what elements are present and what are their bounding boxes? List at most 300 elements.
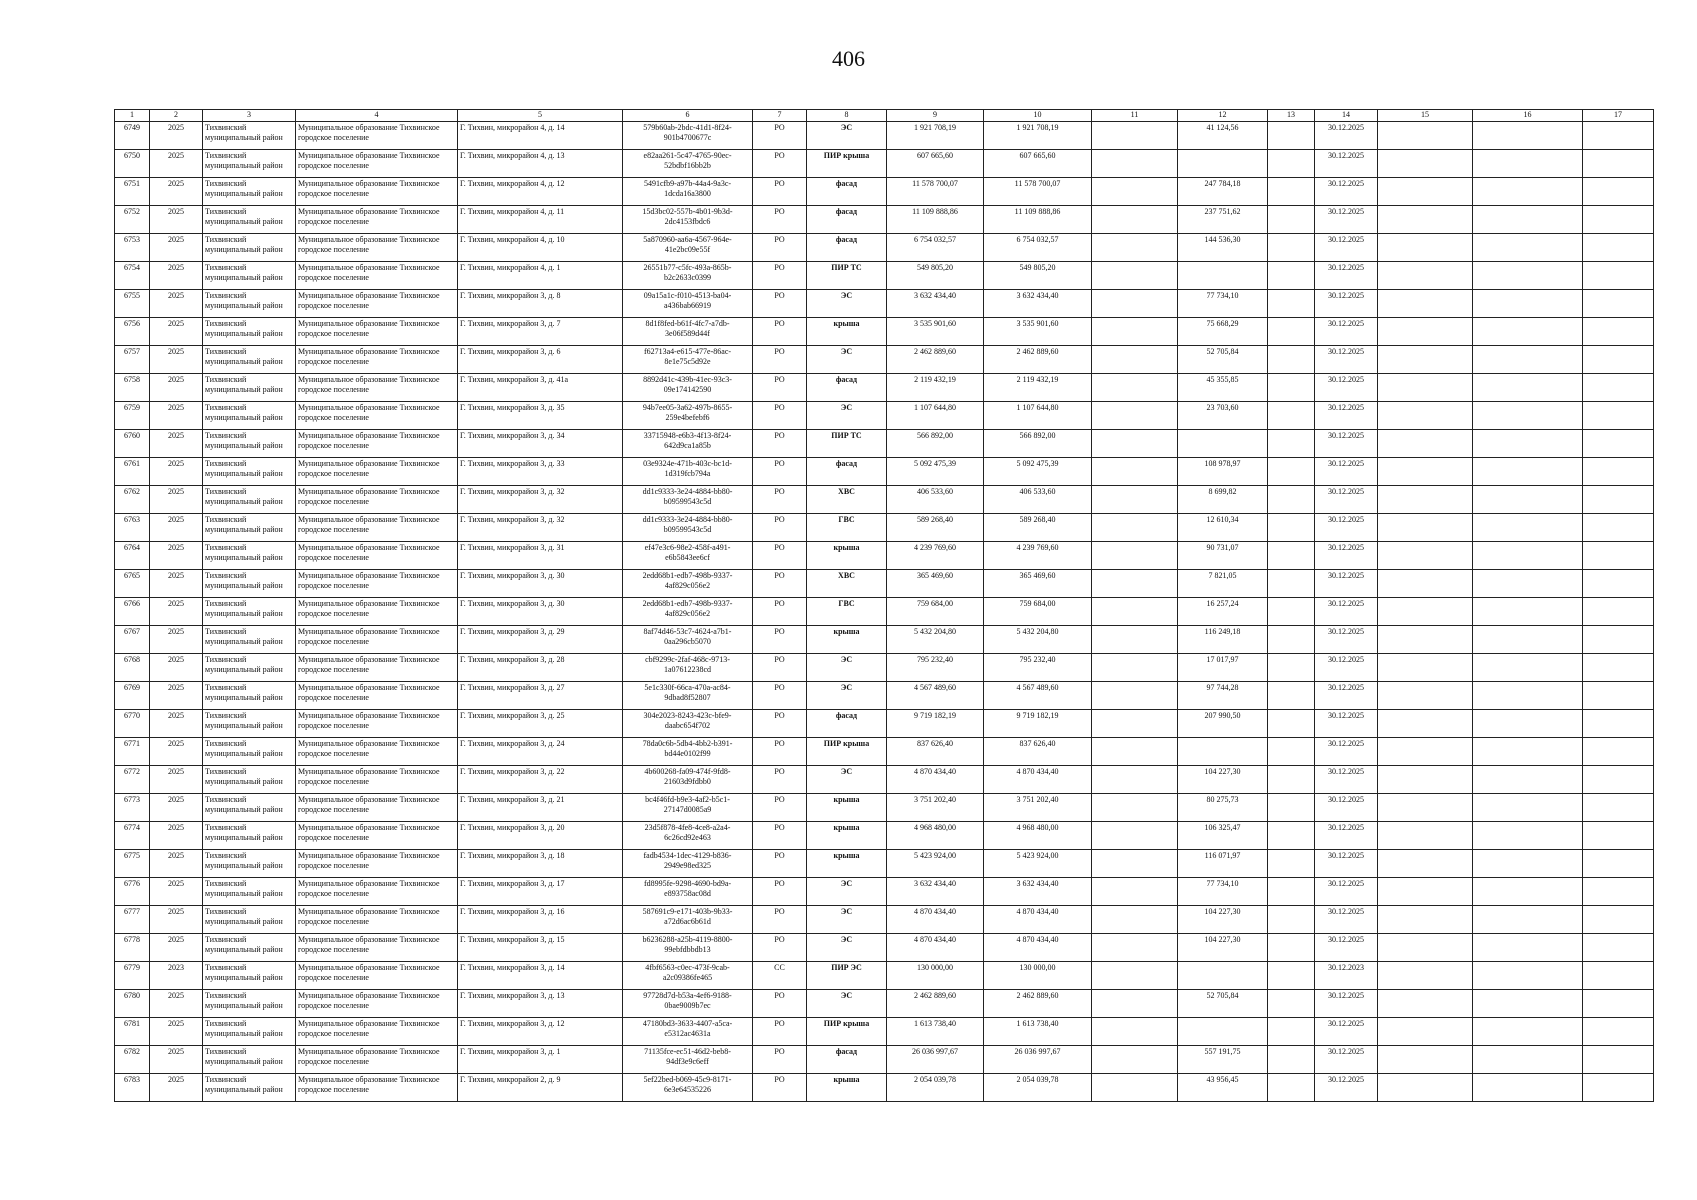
table-cell-col-2: 2025 [150,654,203,682]
table-cell-col-4: Муниципальное образование Тихвинское городское поселение [296,990,458,1018]
table-cell-col-3: Тихвинский муниципальный район [203,962,296,990]
table-cell-col-9: 6 754 032,57 [887,234,984,262]
table-row [115,262,1654,290]
table-cell-col-2: 2025 [150,374,203,402]
table-cell-col-5: Г. Тихвин, микрорайон 4, д. 14 [458,122,623,150]
table-cell-col-15 [1378,262,1473,290]
table-cell-col-17 [1583,822,1654,850]
registry-table [114,109,1654,1102]
table-cell-col-17 [1583,542,1654,570]
table-cell-col-12: 17 017,97 [1178,654,1268,682]
table-cell-col-16 [1473,430,1583,458]
table-cell-col-11 [1092,654,1178,682]
table-cell-col-3: Тихвинский муниципальный район [203,934,296,962]
table-cell-col-9: 11 109 888,86 [887,206,984,234]
table-cell-col-6: 97728d7d-b53a-4ef6-9188-0bae9009b7ec [623,990,753,1018]
table-cell-col-12: 77 734,10 [1178,290,1268,318]
table-cell-col-11 [1092,570,1178,598]
table-cell-col-4: Муниципальное образование Тихвинское городское поселение [296,290,458,318]
table-cell-col-7: РО [753,430,807,458]
table-cell-col-2: 2023 [150,962,203,990]
table-cell-col-1: 6766 [115,598,150,626]
table-cell-col-15 [1378,486,1473,514]
table-cell-col-17 [1583,346,1654,374]
table-row [115,878,1654,906]
table-cell-col-1: 6757 [115,346,150,374]
table-row [115,374,1654,402]
table-cell-col-11 [1092,1046,1178,1074]
table-cell-col-3: Тихвинский муниципальный район [203,766,296,794]
table-cell-col-1: 6749 [115,122,150,150]
table-cell-col-14: 30.12.2025 [1315,346,1378,374]
table-cell-col-9: 2 462 889,60 [887,990,984,1018]
table-cell-col-12: 116 249,18 [1178,626,1268,654]
table-cell-col-15 [1378,206,1473,234]
table-cell-col-7: РО [753,542,807,570]
table-row [115,598,1654,626]
table-cell-col-6: 8d1f8fed-b61f-4fc7-a7db-3e06f589d44f [623,318,753,346]
column-header-2: 2 [150,110,203,122]
table-cell-col-15 [1378,514,1473,542]
table-row [115,234,1654,262]
column-header-5: 5 [458,110,623,122]
table-cell-col-7: РО [753,626,807,654]
table-cell-col-2: 2025 [150,682,203,710]
table-cell-col-15 [1378,822,1473,850]
table-cell-col-8: ПИР ЭС [807,962,887,990]
table-cell-col-10: 2 462 889,60 [984,346,1092,374]
table-cell-col-3: Тихвинский муниципальный район [203,570,296,598]
table-cell-col-3: Тихвинский муниципальный район [203,262,296,290]
table-cell-col-8: крыша [807,318,887,346]
table-row [115,570,1654,598]
column-header-16: 16 [1473,110,1583,122]
table-cell-col-15 [1378,542,1473,570]
table-cell-col-7: РО [753,486,807,514]
table-cell-col-6: 2edd68b1-edb7-498b-9337-4af829c056e2 [623,570,753,598]
table-cell-col-14: 30.12.2025 [1315,542,1378,570]
table-cell-col-16 [1473,654,1583,682]
table-cell-col-8: фасад [807,710,887,738]
table-cell-col-9: 837 626,40 [887,738,984,766]
table-cell-col-2: 2025 [150,458,203,486]
table-cell-col-6: dd1c9333-3e24-4884-bb80-b09599543c5d [623,486,753,514]
table-cell-col-9: 1 613 738,40 [887,1018,984,1046]
table-cell-col-10: 11 578 700,07 [984,178,1092,206]
table-row [115,1046,1654,1074]
table-cell-col-16 [1473,906,1583,934]
table-cell-col-6: e82aa261-5c47-4765-90ec-52bdbf16bb2b [623,150,753,178]
table-cell-col-2: 2025 [150,1018,203,1046]
table-cell-col-6: 94b7ee05-3a62-497b-8655-259e4befebf6 [623,402,753,430]
column-header-14: 14 [1315,110,1378,122]
table-cell-col-5: Г. Тихвин, микрорайон 4, д. 12 [458,178,623,206]
table-cell-col-10: 3 632 434,40 [984,290,1092,318]
table-cell-col-14: 30.12.2025 [1315,570,1378,598]
table-cell-col-6: 47180bd3-3633-4407-a5ca-e5312ac4631a [623,1018,753,1046]
table-row [115,766,1654,794]
table-cell-col-11 [1092,738,1178,766]
table-cell-col-8: ЭС [807,906,887,934]
table-cell-col-1: 6765 [115,570,150,598]
table-cell-col-13 [1268,934,1315,962]
table-cell-col-6: 26551b77-c5fc-493a-865b-b2c2633c0399 [623,262,753,290]
table-cell-col-3: Тихвинский муниципальный район [203,654,296,682]
table-cell-col-4: Муниципальное образование Тихвинское городское поселение [296,178,458,206]
table-cell-col-4: Муниципальное образование Тихвинское городское поселение [296,710,458,738]
table-cell-col-17 [1583,178,1654,206]
table-cell-col-14: 30.12.2025 [1315,234,1378,262]
table-row [115,122,1654,150]
table-cell-col-9: 549 805,20 [887,262,984,290]
table-cell-col-5: Г. Тихвин, микрорайон 3, д. 8 [458,290,623,318]
table-cell-col-15 [1378,654,1473,682]
table-cell-col-2: 2025 [150,486,203,514]
table-cell-col-10: 795 232,40 [984,654,1092,682]
table-cell-col-2: 2025 [150,570,203,598]
table-cell-col-6: 5a870960-aa6a-4567-964e-41e2bc09e55f [623,234,753,262]
table-cell-col-3: Тихвинский муниципальный район [203,682,296,710]
table-cell-col-8: ПИР ТС [807,430,887,458]
column-header-9: 9 [887,110,984,122]
table-row [115,794,1654,822]
table-cell-col-11 [1092,430,1178,458]
table-cell-col-8: крыша [807,1074,887,1102]
table-cell-col-9: 2 462 889,60 [887,346,984,374]
table-cell-col-8: фасад [807,206,887,234]
table-cell-col-17 [1583,514,1654,542]
table-cell-col-15 [1378,766,1473,794]
table-cell-col-11 [1092,626,1178,654]
table-cell-col-11 [1092,850,1178,878]
table-cell-col-4: Муниципальное образование Тихвинское городское поселение [296,1046,458,1074]
table-cell-col-4: Муниципальное образование Тихвинское городское поселение [296,570,458,598]
table-cell-col-9: 11 578 700,07 [887,178,984,206]
table-cell-col-9: 1 921 708,19 [887,122,984,150]
table-cell-col-8: ПИР крыша [807,1018,887,1046]
table-cell-col-13 [1268,794,1315,822]
table-cell-col-3: Тихвинский муниципальный район [203,486,296,514]
table-cell-col-10: 4 239 769,60 [984,542,1092,570]
table-cell-col-12: 43 956,45 [1178,1074,1268,1102]
table-cell-col-4: Муниципальное образование Тихвинское городское поселение [296,318,458,346]
table-cell-col-4: Муниципальное образование Тихвинское городское поселение [296,150,458,178]
table-cell-col-8: крыша [807,626,887,654]
table-cell-col-4: Муниципальное образование Тихвинское городское поселение [296,766,458,794]
table-cell-col-4: Муниципальное образование Тихвинское городское поселение [296,486,458,514]
table-cell-col-6: fd8995fe-9298-4690-bd9a-e893758ac08d [623,878,753,906]
table-cell-col-7: РО [753,710,807,738]
table-cell-col-6: 8af74d46-53c7-4624-a7b1-0aa296cb5070 [623,626,753,654]
table-cell-col-16 [1473,1074,1583,1102]
table-cell-col-16 [1473,1046,1583,1074]
table-cell-col-12 [1178,430,1268,458]
table-cell-col-10: 589 268,40 [984,514,1092,542]
table-cell-col-10: 5 432 204,80 [984,626,1092,654]
table-cell-col-16 [1473,318,1583,346]
table-cell-col-9: 759 684,00 [887,598,984,626]
table-cell-col-3: Тихвинский муниципальный район [203,878,296,906]
table-cell-col-14: 30.12.2025 [1315,402,1378,430]
table-cell-col-17 [1583,206,1654,234]
table-cell-col-1: 6777 [115,906,150,934]
table-cell-col-15 [1378,598,1473,626]
table-cell-col-15 [1378,962,1473,990]
table-cell-col-3: Тихвинский муниципальный район [203,794,296,822]
table-cell-col-16 [1473,738,1583,766]
table-cell-col-12: 7 821,05 [1178,570,1268,598]
table-cell-col-2: 2025 [150,934,203,962]
table-cell-col-3: Тихвинский муниципальный район [203,150,296,178]
table-cell-col-2: 2025 [150,822,203,850]
table-cell-col-12: 75 668,29 [1178,318,1268,346]
table-cell-col-7: РО [753,150,807,178]
table-cell-col-12: 116 071,97 [1178,850,1268,878]
table-cell-col-3: Тихвинский муниципальный район [203,626,296,654]
table-cell-col-3: Тихвинский муниципальный район [203,1018,296,1046]
table-cell-col-7: РО [753,374,807,402]
table-cell-col-11 [1092,1018,1178,1046]
table-cell-col-17 [1583,318,1654,346]
table-cell-col-5: Г. Тихвин, микрорайон 3, д. 16 [458,906,623,934]
table-cell-col-17 [1583,1074,1654,1102]
table-cell-col-14: 30.12.2025 [1315,514,1378,542]
table-cell-col-2: 2025 [150,626,203,654]
table-cell-col-1: 6763 [115,514,150,542]
table-cell-col-9: 566 892,00 [887,430,984,458]
table-cell-col-17 [1583,262,1654,290]
table-cell-col-11 [1092,906,1178,934]
table-row [115,682,1654,710]
table-cell-col-14: 30.12.2025 [1315,430,1378,458]
table-cell-col-3: Тихвинский муниципальный район [203,318,296,346]
table-cell-col-9: 5 092 475,39 [887,458,984,486]
table-body [115,122,1654,1102]
table-cell-col-13 [1268,262,1315,290]
table-cell-col-14: 30.12.2025 [1315,178,1378,206]
table-cell-col-5: Г. Тихвин, микрорайон 3, д. 13 [458,990,623,1018]
table-cell-col-3: Тихвинский муниципальный район [203,206,296,234]
table-cell-col-16 [1473,458,1583,486]
table-cell-col-12 [1178,150,1268,178]
table-cell-col-11 [1092,178,1178,206]
table-cell-col-16 [1473,206,1583,234]
table-cell-col-11 [1092,542,1178,570]
table-cell-col-6: 15d3bc02-557b-4b01-9b3d-2dc4153fbdc6 [623,206,753,234]
table-cell-col-10: 3 632 434,40 [984,878,1092,906]
table-cell-col-15 [1378,794,1473,822]
table-cell-col-2: 2025 [150,234,203,262]
table-cell-col-6: 23d5f878-4fe8-4ce8-a2a4-6c26cd92e463 [623,822,753,850]
table-cell-col-12: 45 355,85 [1178,374,1268,402]
table-cell-col-14: 30.12.2025 [1315,262,1378,290]
table-cell-col-12: 52 705,84 [1178,990,1268,1018]
table-cell-col-2: 2025 [150,290,203,318]
table-cell-col-17 [1583,570,1654,598]
table-cell-col-5: Г. Тихвин, микрорайон 4, д. 13 [458,150,623,178]
table-cell-col-10: 4 567 489,60 [984,682,1092,710]
table-cell-col-16 [1473,486,1583,514]
table-cell-col-16 [1473,262,1583,290]
table-cell-col-6: ef47e3c6-98e2-458f-a491-e6b5843ee6cf [623,542,753,570]
table-cell-col-8: ЭС [807,682,887,710]
table-cell-col-3: Тихвинский муниципальный район [203,514,296,542]
table-cell-col-10: 4 968 480,00 [984,822,1092,850]
table-row [115,150,1654,178]
table-cell-col-13 [1268,542,1315,570]
table-cell-col-5: Г. Тихвин, микрорайон 4, д. 11 [458,206,623,234]
table-cell-col-9: 4 239 769,60 [887,542,984,570]
table-cell-col-17 [1583,710,1654,738]
table-cell-col-9: 5 432 204,80 [887,626,984,654]
table-cell-col-17 [1583,122,1654,150]
table-cell-col-16 [1473,962,1583,990]
table-cell-col-5: Г. Тихвин, микрорайон 4, д. 10 [458,234,623,262]
table-cell-col-2: 2025 [150,430,203,458]
table-cell-col-17 [1583,850,1654,878]
table-cell-col-8: фасад [807,234,887,262]
table-cell-col-13 [1268,990,1315,1018]
table-cell-col-17 [1583,682,1654,710]
table-cell-col-15 [1378,906,1473,934]
table-cell-col-12: 16 257,24 [1178,598,1268,626]
table-cell-col-15 [1378,234,1473,262]
table-cell-col-7: СС [753,962,807,990]
table-cell-col-5: Г. Тихвин, микрорайон 3, д. 34 [458,430,623,458]
table-cell-col-5: Г. Тихвин, микрорайон 3, д. 14 [458,962,623,990]
table-cell-col-15 [1378,934,1473,962]
table-cell-col-13 [1268,430,1315,458]
table-cell-col-11 [1092,598,1178,626]
table-cell-col-1: 6755 [115,290,150,318]
table-cell-col-5: Г. Тихвин, микрорайон 4, д. 1 [458,262,623,290]
table-cell-col-13 [1268,878,1315,906]
table-cell-col-15 [1378,878,1473,906]
table-cell-col-5: Г. Тихвин, микрорайон 3, д. 35 [458,402,623,430]
table-cell-col-12: 207 990,50 [1178,710,1268,738]
column-header-1: 1 [115,110,150,122]
table-cell-col-1: 6770 [115,710,150,738]
table-cell-col-8: ЭС [807,878,887,906]
table-cell-col-10: 3 751 202,40 [984,794,1092,822]
table-cell-col-6: 33715948-e6b3-4f13-8f24-642d9ca1a85b [623,430,753,458]
table-cell-col-10: 5 092 475,39 [984,458,1092,486]
table-cell-col-7: РО [753,990,807,1018]
table-cell-col-14: 30.12.2025 [1315,738,1378,766]
table-cell-col-13 [1268,906,1315,934]
table-cell-col-1: 6758 [115,374,150,402]
table-cell-col-7: РО [753,514,807,542]
table-cell-col-14: 30.12.2025 [1315,206,1378,234]
table-cell-col-1: 6756 [115,318,150,346]
table-cell-col-7: РО [753,234,807,262]
table-cell-col-13 [1268,374,1315,402]
table-cell-col-13 [1268,122,1315,150]
table-cell-col-17 [1583,374,1654,402]
table-cell-col-8: ПИР крыша [807,150,887,178]
table-cell-col-1: 6762 [115,486,150,514]
table-cell-col-7: РО [753,654,807,682]
table-cell-col-16 [1473,374,1583,402]
table-cell-col-12: 41 124,56 [1178,122,1268,150]
page-number: 406 [832,46,865,71]
table-cell-col-17 [1583,458,1654,486]
table-cell-col-13 [1268,626,1315,654]
table-cell-col-2: 2025 [150,542,203,570]
table-row [115,654,1654,682]
table-cell-col-10: 406 533,60 [984,486,1092,514]
table-cell-col-3: Тихвинский муниципальный район [203,710,296,738]
table-row [115,430,1654,458]
table-cell-col-15 [1378,710,1473,738]
table-cell-col-12: 90 731,07 [1178,542,1268,570]
table-cell-col-9: 4 567 489,60 [887,682,984,710]
table-cell-col-5: Г. Тихвин, микрорайон 3, д. 30 [458,598,623,626]
table-cell-col-2: 2025 [150,1074,203,1102]
table-cell-col-3: Тихвинский муниципальный район [203,738,296,766]
table-cell-col-16 [1473,878,1583,906]
table-cell-col-16 [1473,290,1583,318]
table-cell-col-7: РО [753,850,807,878]
column-header-6: 6 [623,110,753,122]
table-cell-col-16 [1473,150,1583,178]
table-cell-col-13 [1268,598,1315,626]
table-cell-col-3: Тихвинский муниципальный район [203,234,296,262]
table-cell-col-14: 30.12.2025 [1315,290,1378,318]
table-cell-col-3: Тихвинский муниципальный район [203,598,296,626]
table-cell-col-15 [1378,1046,1473,1074]
table-cell-col-8: фасад [807,178,887,206]
table-cell-col-1: 6768 [115,654,150,682]
table-cell-col-7: РО [753,766,807,794]
table-cell-col-17 [1583,1046,1654,1074]
table-cell-col-7: РО [753,206,807,234]
table-cell-col-10: 4 870 434,40 [984,906,1092,934]
table-cell-col-6: 5ef22bed-b069-45c9-8171-6e3e64535226 [623,1074,753,1102]
table-cell-col-13 [1268,318,1315,346]
column-header-3: 3 [203,110,296,122]
table-cell-col-1: 6751 [115,178,150,206]
table-cell-col-13 [1268,402,1315,430]
table-cell-col-6: b6236288-a25b-4119-8800-99ebfdbbdb13 [623,934,753,962]
table-cell-col-11 [1092,682,1178,710]
table-cell-col-11 [1092,150,1178,178]
table-cell-col-15 [1378,738,1473,766]
table-cell-col-5: Г. Тихвин, микрорайон 3, д. 7 [458,318,623,346]
table-cell-col-5: Г. Тихвин, микрорайон 3, д. 33 [458,458,623,486]
table-cell-col-5: Г. Тихвин, микрорайон 3, д. 17 [458,878,623,906]
table-cell-col-11 [1092,318,1178,346]
table-cell-col-9: 589 268,40 [887,514,984,542]
table-cell-col-10: 4 870 434,40 [984,766,1092,794]
table-cell-col-14: 30.12.2025 [1315,486,1378,514]
table-cell-col-7: РО [753,682,807,710]
table-cell-col-10: 1 613 738,40 [984,1018,1092,1046]
table-cell-col-16 [1473,766,1583,794]
table-cell-col-15 [1378,150,1473,178]
table-cell-col-15 [1378,1018,1473,1046]
table-cell-col-6: 78da0c6b-5db4-4bb2-b391-bd44e0102f99 [623,738,753,766]
table-cell-col-15 [1378,290,1473,318]
table-cell-col-6: fadb4534-1dec-4129-b836-2949e98ed325 [623,850,753,878]
table-cell-col-8: крыша [807,822,887,850]
table-cell-col-10: 130 000,00 [984,962,1092,990]
table-cell-col-11 [1092,486,1178,514]
table-cell-col-1: 6773 [115,794,150,822]
table-cell-col-13 [1268,486,1315,514]
table-cell-col-2: 2025 [150,178,203,206]
table-cell-col-2: 2025 [150,1046,203,1074]
